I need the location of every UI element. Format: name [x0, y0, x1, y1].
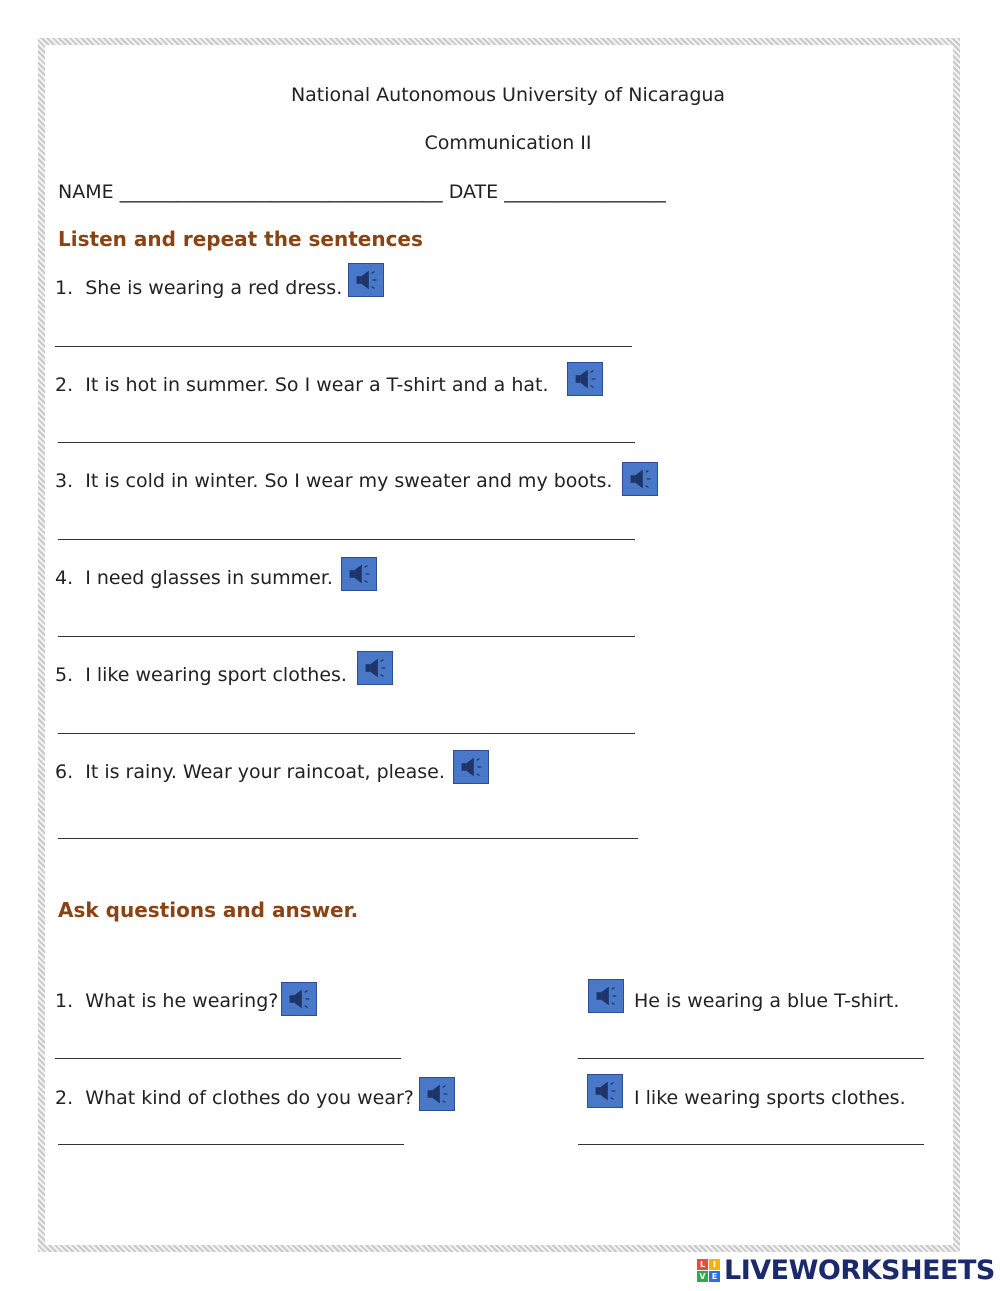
item-text: I need glasses in summer. — [85, 567, 333, 589]
logo-blocks-icon: L I V E — [697, 1259, 720, 1282]
date-label: DATE — [448, 181, 499, 203]
item-text: It is hot in summer. So I wear a T-shirt and a hat. — [85, 374, 549, 396]
s2-answer-1: He is wearing a blue T-shirt. — [634, 990, 900, 1012]
speaker-icon — [282, 983, 316, 1015]
speaker-icon — [623, 463, 657, 495]
name-label: NAME — [58, 181, 114, 203]
speaker-icon — [358, 652, 392, 684]
item-number: 1. — [55, 277, 74, 299]
name-blank[interactable]: __________________________________ — [119, 181, 443, 203]
item-number: 3. — [55, 470, 74, 492]
question-text: What is he wearing? — [85, 990, 279, 1012]
item-number: 4. — [55, 567, 74, 589]
liveworksheets-logo[interactable] — [697, 1255, 995, 1285]
s1-item-6 — [55, 760, 445, 784]
speaker-icon — [588, 1075, 622, 1107]
speaker-icon — [589, 980, 623, 1012]
item-number: 2. — [55, 1087, 74, 1109]
answer-line-q2[interactable] — [58, 1144, 404, 1145]
item-text: It is rainy. Wear your raincoat, please. — [85, 761, 445, 783]
section2-heading: Ask questions and answer. — [58, 898, 359, 922]
item-number: 2. — [55, 374, 74, 396]
item-number: 1. — [55, 990, 74, 1012]
answer-line-q1[interactable] — [55, 1058, 401, 1059]
s1-item-1 — [55, 276, 342, 300]
section1-heading: Listen and repeat the sentences — [58, 227, 423, 251]
s1-item-4 — [55, 566, 333, 590]
speaker-button-s1-6[interactable] — [453, 750, 489, 784]
speaker-icon — [420, 1078, 454, 1110]
answer-line-s1-3[interactable] — [58, 539, 635, 540]
item-text: I like wearing sport clothes. — [85, 664, 347, 686]
s1-item-3 — [55, 469, 612, 493]
speaker-button-q1[interactable] — [281, 982, 317, 1016]
s2-question-1 — [55, 989, 278, 1013]
speaker-button-s1-4[interactable] — [341, 557, 377, 591]
item-number: 6. — [55, 761, 74, 783]
speaker-button-s1-3[interactable] — [622, 462, 658, 496]
speaker-button-s1-2[interactable] — [567, 362, 603, 396]
university-title: National Autonomous University of Nicaragua — [290, 84, 726, 106]
answer-line-a1[interactable] — [578, 1058, 924, 1059]
speaker-icon — [349, 264, 383, 296]
speaker-button-s1-1[interactable] — [348, 263, 384, 297]
speaker-button-a2[interactable] — [587, 1074, 623, 1108]
item-text: She is wearing a red dress. — [85, 277, 343, 299]
speaker-button-s1-5[interactable] — [357, 651, 393, 685]
speaker-icon — [568, 363, 602, 395]
course-title: Communication II — [424, 132, 592, 154]
speaker-icon — [342, 558, 376, 590]
item-text: It is cold in winter. So I wear my sweater and my boots. — [85, 470, 613, 492]
speaker-button-q2[interactable] — [419, 1077, 455, 1111]
date-blank[interactable]: _________________ — [504, 181, 666, 203]
s2-question-2 — [55, 1086, 414, 1110]
speaker-button-a1[interactable] — [588, 979, 624, 1013]
answer-line-s1-5[interactable] — [58, 733, 635, 734]
question-text: What kind of clothes do you wear? — [85, 1087, 414, 1109]
s2-answer-2: I like wearing sports clothes. — [634, 1087, 906, 1109]
answer-line-s1-4[interactable] — [58, 636, 635, 637]
answer-line-s1-6[interactable] — [58, 838, 638, 839]
worksheet-border — [38, 38, 960, 1252]
item-number: 5. — [55, 664, 74, 686]
answer-line-s1-2[interactable] — [58, 442, 635, 443]
s1-item-5 — [55, 663, 347, 687]
name-row — [58, 180, 666, 204]
answer-line-a2[interactable] — [578, 1144, 924, 1145]
answer-line-s1-1[interactable] — [55, 346, 632, 347]
speaker-icon — [454, 751, 488, 783]
logo-text: LIVEWORKSHEETS — [724, 1254, 995, 1286]
s1-item-2 — [55, 373, 549, 397]
